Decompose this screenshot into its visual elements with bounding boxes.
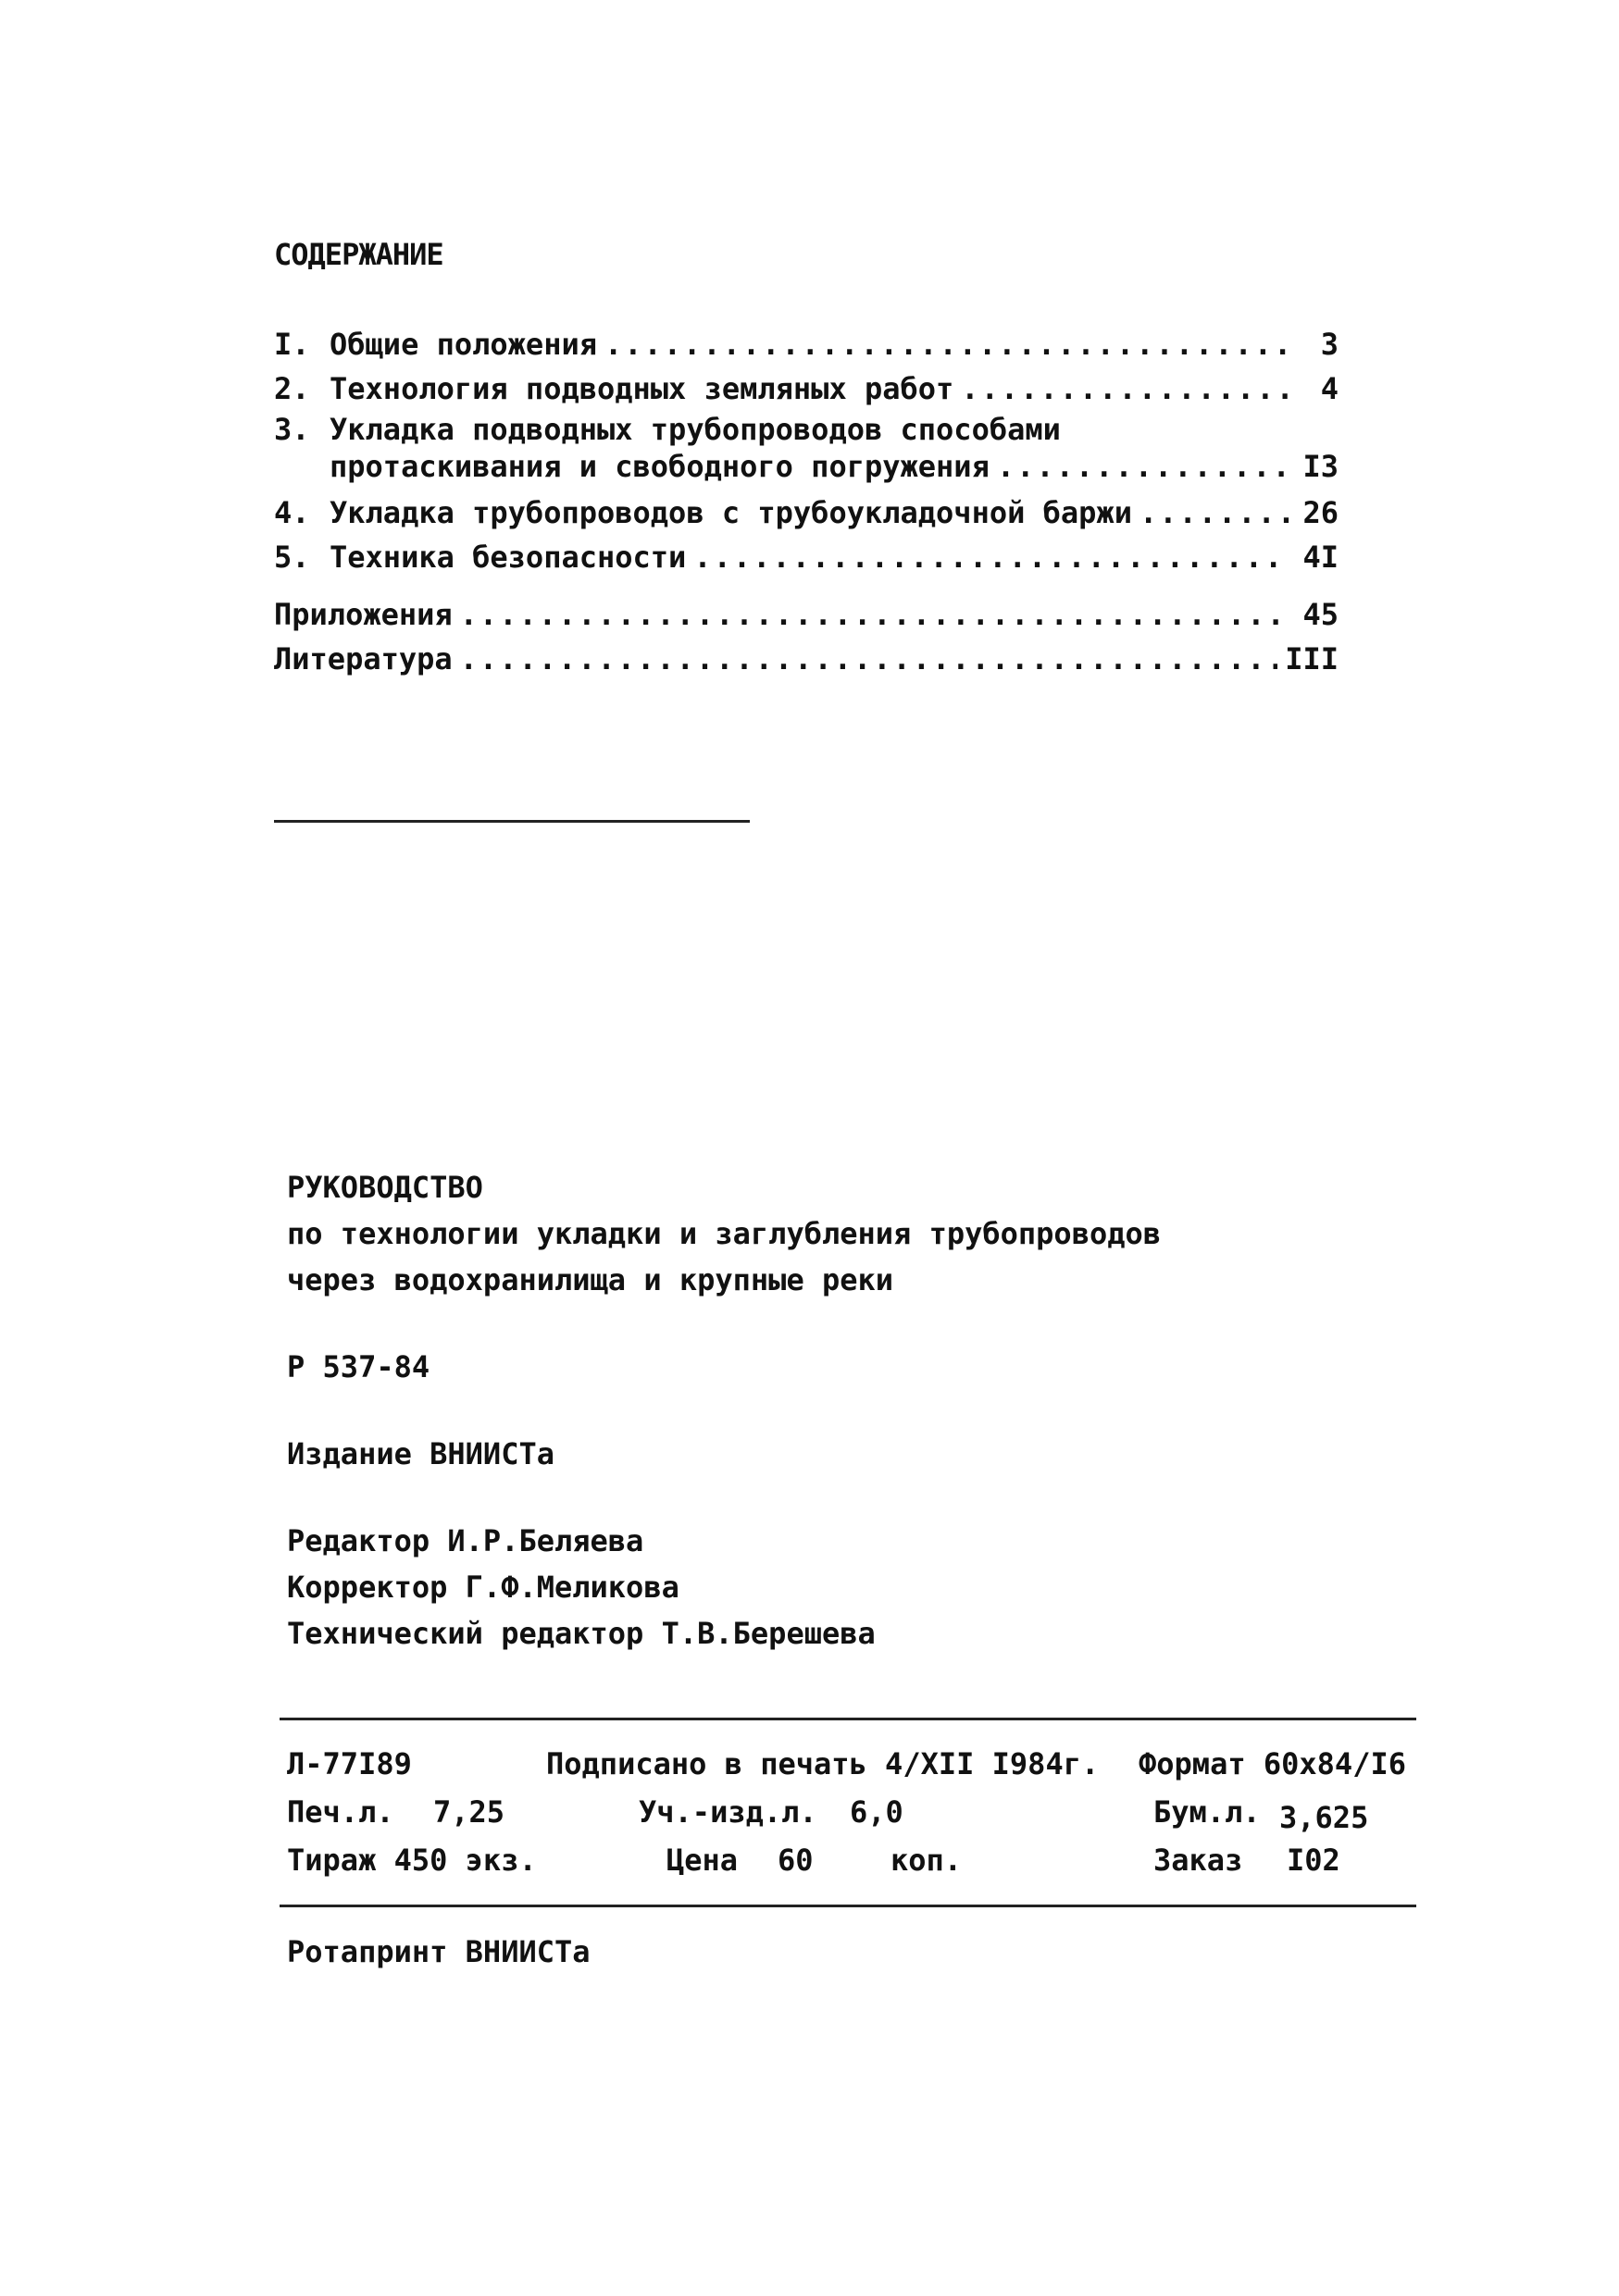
document-subtitle-line-1: по технологии укладки и заглубления трубопроводов [287,1216,1162,1251]
toc-item-4 [274,490,1339,535]
toc-item-number: 5. [274,540,310,575]
toc-item-page: I3 [1302,449,1339,484]
toc-item-title: Приложения [274,597,453,632]
printed-sheets-value: 7,25 [433,1794,505,1830]
toc-item-3-line-1 [274,411,1339,448]
publication-row-3 [287,1836,1426,1884]
toc-item-page: 45 [1302,597,1339,632]
toc-item-number: 4. [274,495,310,530]
corrector-credit: Корректор Г.Ф.Меликова [287,1570,679,1605]
toc-item-2 [274,366,1339,411]
dot-leader [1140,490,1290,535]
toc-item-page: 4I [1302,540,1339,575]
toc-item-page: 4 [1320,371,1339,406]
toc-item-3-line-2 [274,448,1339,485]
paper-format: Формат 60х84/I6 [1139,1746,1406,1781]
publisher-sheets-label: Уч.-изд.л. [639,1794,817,1830]
dot-leader [604,322,1290,366]
toc-item-number: I. [274,327,310,362]
toc-item-title: Литература [274,641,453,676]
edition-note: Издание ВНИИСТа [287,1436,554,1471]
dot-leader [997,448,1290,485]
toc-item-1 [274,322,1339,366]
divider [274,820,750,823]
toc-item-5 [274,535,1339,579]
price-label: Цена [666,1843,739,1878]
divider [280,1718,1416,1720]
divider [280,1905,1416,1907]
document-subtitle-line-2: через водохранилища и крупные реки [287,1262,894,1297]
print-run: Тираж 450 экз. [287,1843,537,1878]
paper-sheets-label: Бум.л. [1153,1794,1261,1830]
imprint-block [287,1164,1161,1657]
toc-item-page: 26 [1302,495,1339,530]
publication-row-2 [287,1788,1426,1836]
publication-row-1 [287,1740,1426,1788]
dot-leader [961,366,1290,411]
toc-item-title-continued: протаскивания и свободного погружения [330,449,990,484]
publication-data [287,1740,1426,1884]
toc-literature [274,637,1339,681]
toc-item-title: Укладка подводных трубопроводов способами [330,412,1061,447]
toc-item-title: Общие положения [330,327,597,362]
toc-item-title: Техника безопасности [330,540,687,575]
toc-item-page: 3 [1320,327,1339,362]
dot-leader [460,592,1290,637]
toc-item-number: 2. [274,371,310,406]
license-code: Л-77I89 [287,1746,412,1781]
printer-note: Ротапринт ВНИИСТа [287,1934,591,1969]
tech-editor-credit: Технический редактор Т.В.Берешева [287,1616,876,1651]
toc-item-title: Технология подводных земляных работ [330,371,954,406]
editor-credit: Редактор И.Р.Беляева [287,1523,644,1558]
document-code: Р 537-84 [287,1349,430,1384]
price-unit: коп. [890,1843,963,1878]
paper-sheets-value: 3,625 [1279,1800,1369,1835]
signed-to-print: Подписано в печать 4/XII I984г. [546,1746,1100,1781]
toc-item-page: III [1285,641,1339,676]
dot-leader [693,535,1290,579]
document-title: РУКОВОДСТВО [287,1170,483,1205]
order-label: Заказ [1153,1843,1243,1878]
contents-heading: СОДЕРЖАНИЕ [274,237,443,272]
order-number: I02 [1287,1843,1340,1878]
toc-item-title: Укладка трубопроводов с трубоукладочной баржи [330,495,1132,530]
toc-item-number: 3. [274,412,310,447]
printed-sheets-label: Печ.л. [287,1794,394,1830]
dot-leader [460,637,1278,681]
publisher-sheets-value: 6,0 [850,1794,903,1830]
toc-appendix [274,592,1339,637]
price-value: 60 [778,1843,814,1878]
table-of-contents [274,322,1339,681]
